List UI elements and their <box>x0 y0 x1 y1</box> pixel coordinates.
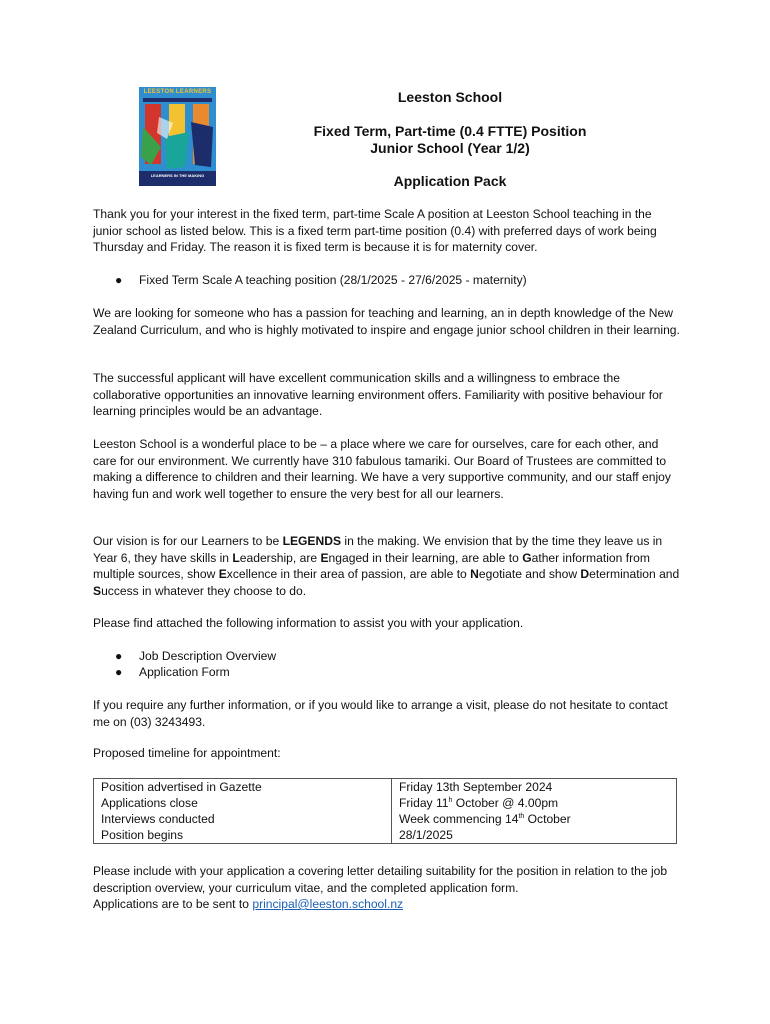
bullet-dot: ● <box>115 665 123 679</box>
looking-paragraph: We are looking for someone who has a passion for teaching and learning, an in depth knowledge of the New Zealand Curriculum, and who is highly motivated to inspire and engage junior school children in their learning. <box>93 306 680 337</box>
attachment-label: Job Description Overview <box>139 649 277 663</box>
timeline-label: Interviews conducted <box>94 811 392 827</box>
timeline-value-rest: October <box>524 812 571 826</box>
school-logo <box>139 87 216 186</box>
vision-letter: N <box>470 567 479 581</box>
timeline-value-sup: h <box>448 796 453 804</box>
successful-paragraph: The successful applicant will have excellent communication skills and a willingness to embrace the collaborative opportunities an innovative learning environment offers. Familiarity with positive behaviour for learning principles would be an advantage. <box>93 371 663 418</box>
timeline-label: Position advertised in Gazette <box>94 779 392 796</box>
vision-text: ngaged in their learning, are able to <box>328 550 523 565</box>
position-title: Fixed Term, Part-time (0.4 FTTE) Position <box>313 123 587 139</box>
attachment-item <box>115 648 675 665</box>
vision-letter: S <box>93 583 102 598</box>
bullet-dot: ● <box>115 273 123 287</box>
intro-paragraph: Thank you for your interest in the fixed term, part-time Scale A position at Leeston School teaching in the junior school as listed below. This is a fixed term part-time position (0.4) with preferred days of work being Thursday and Friday. The reason it is fixed term is because it is for maternity cover. <box>93 207 657 254</box>
logo-title: LEESTON LEARNERS <box>143 89 212 95</box>
vision-text: in the making. We envision that by the time they leave us in Year 6, they have skills in <box>93 534 663 565</box>
table-row <box>94 795 677 811</box>
closing-paragraph <box>93 863 683 913</box>
timeline-value <box>392 827 677 844</box>
timeline-value-text: Week commencing 14 <box>399 812 519 826</box>
bullet-dot: ● <box>115 649 123 663</box>
timeline-value-text: Friday 11 <box>399 796 449 810</box>
vision-text: egotiate and show <box>478 567 581 581</box>
timeline-value <box>392 795 677 811</box>
logo-subtitle: LEARNERS IN THE MAKING <box>150 173 205 178</box>
vision-letter: L <box>232 550 240 565</box>
vision-text: xcellence in their area of passion, are able to <box>226 567 471 581</box>
vision-letter: E <box>218 567 227 581</box>
timeline-value-sup: th <box>518 812 525 820</box>
timeline-label: Applications close <box>94 795 392 811</box>
timeline-table <box>93 778 677 844</box>
send-to-text: Applications are to be sent to <box>93 897 253 911</box>
timeline-value-text: 28/1/2025 <box>399 828 453 842</box>
position-bullet <box>115 272 675 289</box>
vision-paragraph <box>93 533 683 599</box>
pack-title: Application Pack <box>393 173 507 189</box>
timeline-value <box>392 811 677 827</box>
vision-letter: D <box>580 567 590 581</box>
vision-letter: E <box>320 550 329 565</box>
table-row <box>94 827 677 844</box>
timeline-value <box>392 779 677 796</box>
attached-intro: Please find attached the following information to assist you with your application. <box>93 616 524 630</box>
attachment-item <box>115 664 675 681</box>
timeline-value-rest: October @ 4.00pm <box>452 796 559 810</box>
timeline-value-text: Friday 13th September 2024 <box>399 780 553 794</box>
vision-text: etermination and <box>589 567 680 581</box>
position-subtitle: Junior School (Year 1/2) <box>370 140 530 156</box>
vision-text: eadership, are <box>239 550 321 565</box>
table-row <box>94 779 677 796</box>
timeline-label: Position begins <box>94 827 392 844</box>
table-row <box>94 811 677 827</box>
school-name: Leeston School <box>397 89 503 105</box>
logo-artwork <box>139 87 216 186</box>
vision-legends: LEGENDS <box>282 534 342 548</box>
school-paragraph: Leeston School is a wonderful place to be – a place where we care for ourselves, care for each other, and care for our environment. We currently have 310 fabulous tamariki. Our Board of Trustees are committed to making a difference to children and their learning. We have a very supportive community, and our staff enjoy having fun and work well together to ensure the very best for all our learners. <box>93 437 671 501</box>
timeline-intro: Proposed timeline for appointment: <box>93 746 281 760</box>
vision-text: Our vision is for our Learners to be <box>93 534 283 548</box>
email-link[interactable]: principal@leeston.school.nz <box>252 897 404 911</box>
vision-text: uccess in whatever they choose to do. <box>101 583 307 598</box>
closing-text: Please include with your application a covering letter detailing suitability for the position in relation to the job description overview, your curriculum vitae, and the completed application form. <box>93 864 668 895</box>
contact-paragraph: If you require any further information, or if you would like to arrange a visit, please do not hesitate to contact me on (03) 3243493. <box>93 698 668 729</box>
vision-letter: G <box>522 550 532 565</box>
vision-text: ather information from multiple sources, show <box>93 550 650 581</box>
attachment-label: Application Form <box>139 665 230 679</box>
position-bullet-text: Fixed Term Scale A teaching position (28/1/2025 - 27/6/2025 - maternity) <box>139 273 527 287</box>
